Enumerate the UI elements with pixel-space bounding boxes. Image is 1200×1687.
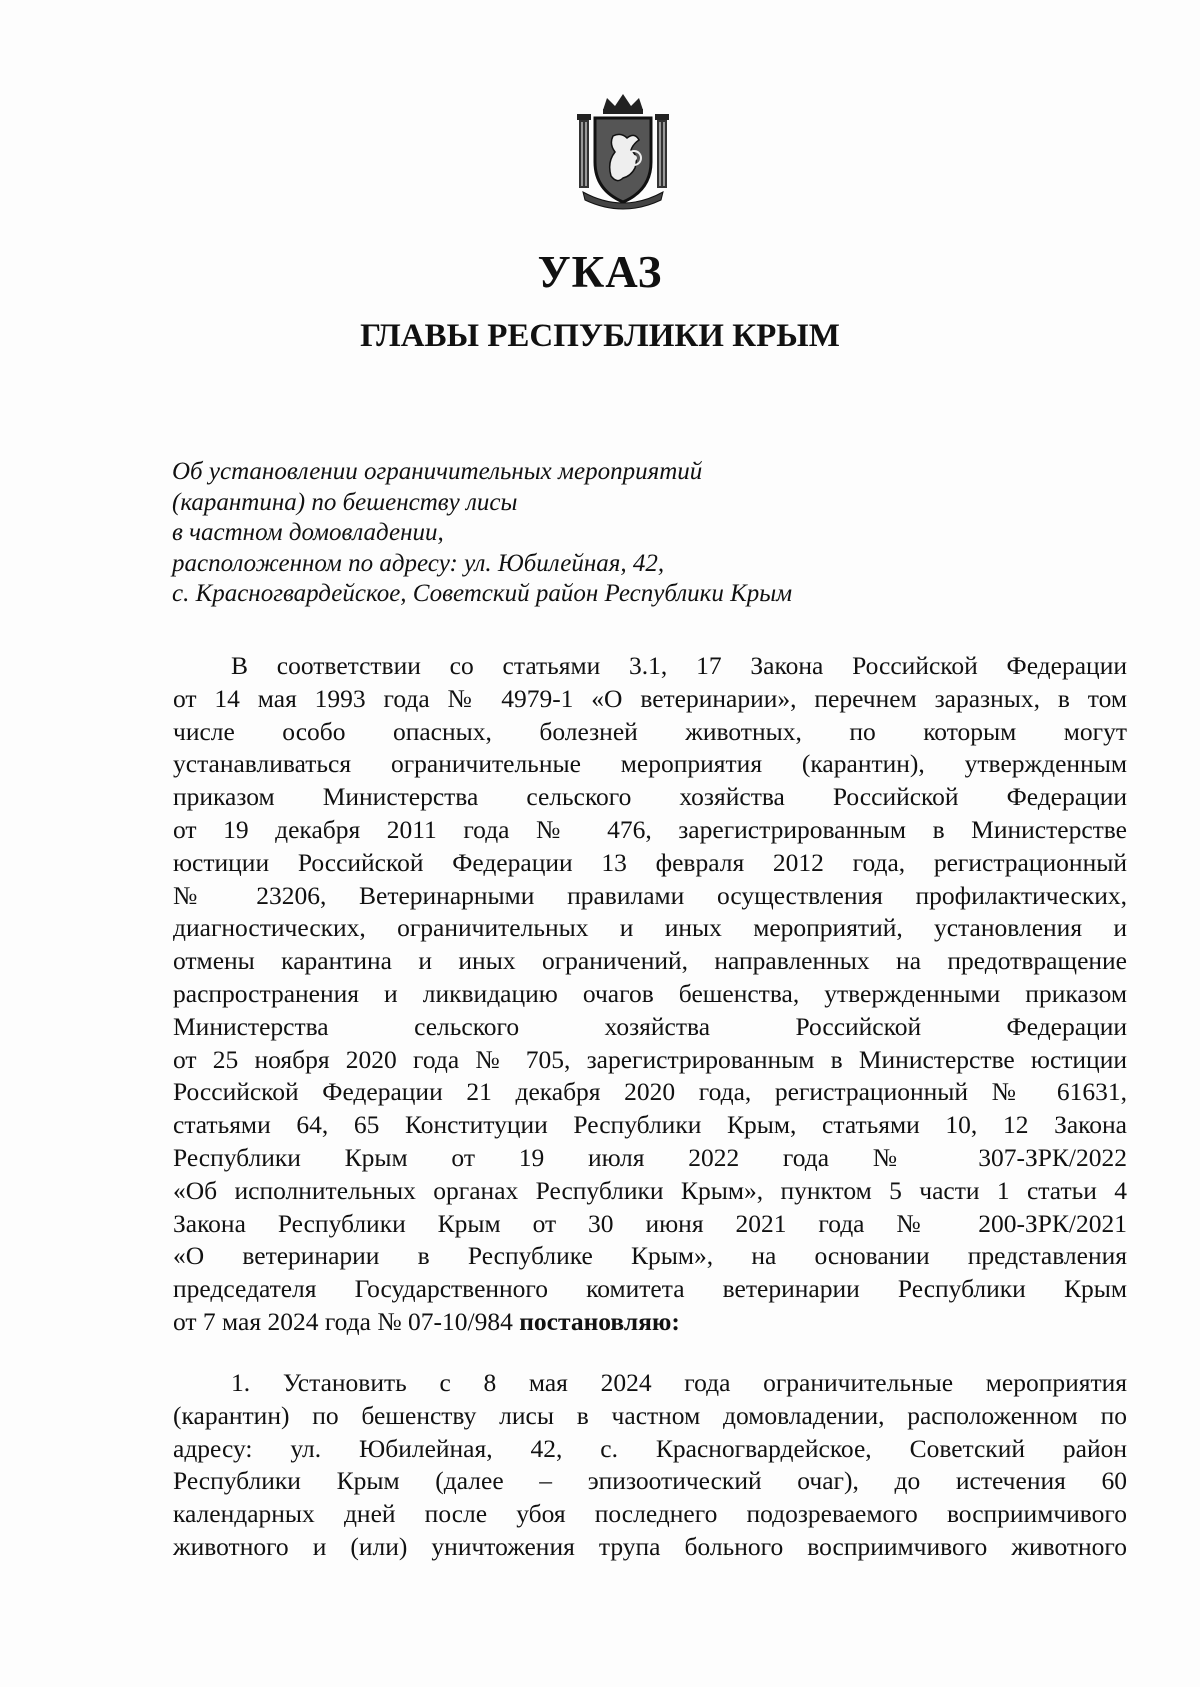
paragraph-line: статьями 64, 65 Конституции Республики Крым, статьями 10, 12 Закона bbox=[173, 1110, 1127, 1140]
paragraph-line: Российской Федерации 21 декабря 2020 года, регистрационный № 61631, bbox=[173, 1077, 1127, 1107]
paragraph-line: 1. Установить с 8 мая 2024 года ограничительные мероприятия bbox=[231, 1368, 1127, 1397]
preamble-paragraph bbox=[173, 650, 1127, 1339]
subject-line: (карантина) по бешенству лисы bbox=[172, 488, 518, 516]
paragraph-line: устанавливаться ограничительные мероприятия (карантин), утвержденным bbox=[173, 749, 1127, 779]
paragraph-line: адресу: ул. Юбилейная, 42, с. Красногвардейское, Советский район bbox=[173, 1433, 1127, 1463]
document-subtitle: ГЛАВЫ РЕСПУБЛИКИ КРЫМ bbox=[360, 318, 840, 354]
paragraph-line: распространения и ликвидацию очагов бешенства, утвержденными приказом bbox=[173, 978, 1127, 1008]
subject-line: с. Красногвардейское, Советский район Республики Крым bbox=[172, 580, 793, 607]
paragraph-line: диагностических, ограничительных и иных мероприятий, установления и bbox=[173, 913, 1127, 943]
paragraph-line: «Об исполнительных органах Республики Крым», пунктом 5 части 1 статьи 4 bbox=[173, 1175, 1127, 1205]
paragraph-line: № 23206, Ветеринарными правилами осуществления профилактических, bbox=[173, 880, 1127, 910]
paragraph-last-line bbox=[173, 1306, 1127, 1339]
paragraph-line: Министерства сельского хозяйства Российской Федерации bbox=[173, 1011, 1127, 1041]
subject-line: расположенном по адресу: ул. Юбилейная, 42, bbox=[172, 549, 665, 577]
subject-line: Об установлении ограничительных мероприятий bbox=[172, 458, 703, 485]
paragraph-line: «О ветеринарии в Республике Крым», на основании представления bbox=[173, 1241, 1127, 1271]
coat-of-arms-emblem bbox=[573, 92, 673, 210]
document-subject bbox=[172, 457, 972, 610]
paragraph-line: Республики Крым (далее – эпизоотический очаг), до истечения 60 bbox=[173, 1466, 1127, 1496]
paragraph-line: отмены карантина и иных ограничений, направленных на предотвращение bbox=[173, 946, 1127, 976]
clause-1-paragraph bbox=[173, 1367, 1127, 1564]
paragraph-line: председателя Государственного комитета ветеринарии Республики Крым bbox=[173, 1274, 1127, 1304]
paragraph-line: приказом Министерства сельского хозяйства Российской Федерации bbox=[173, 782, 1127, 812]
paragraph-line: от 19 декабря 2011 года № 476, зарегистрированным в Министерстве bbox=[173, 814, 1127, 844]
paragraph-line-prefix: от 7 мая 2024 года № 07-10/984 bbox=[173, 1306, 520, 1336]
paragraph-line: от 14 мая 1993 года № 4979-1 «О ветеринарии», перечнем заразных, в том bbox=[173, 683, 1127, 713]
paragraph-line: В соответствии со статьями 3.1, 17 Закона Российской Федерации bbox=[231, 651, 1127, 680]
paragraph-line: Закона Республики Крым от 30 июня 2021 года № 200-ЗРК/2021 bbox=[173, 1208, 1127, 1238]
paragraph-line: календарных дней после убоя последнего подозреваемого восприимчивого bbox=[173, 1499, 1127, 1529]
paragraph-line: Республики Крым от 19 июля 2022 года № 307-ЗРК/2022 bbox=[173, 1142, 1127, 1172]
resolution-word: постановляю: bbox=[519, 1306, 680, 1336]
paragraph-line: (карантин) по бешенству лисы в частном домовладении, расположенном по bbox=[173, 1400, 1127, 1430]
paragraph-line: числе особо опасных, болезней животных, по которым могут bbox=[173, 716, 1127, 746]
document-title: УКАЗ bbox=[537, 247, 663, 297]
paragraph-line: юстиции Российской Федерации 13 февраля 2012 года, регистрационный bbox=[173, 847, 1127, 877]
paragraph-line: животного и (или) уничтожения трупа больного восприимчивого животного bbox=[173, 1531, 1127, 1561]
paragraph-line: от 25 ноября 2020 года № 705, зарегистрированным в Министерстве юстиции bbox=[173, 1044, 1127, 1074]
subject-line: в частном домовладении, bbox=[172, 519, 444, 546]
